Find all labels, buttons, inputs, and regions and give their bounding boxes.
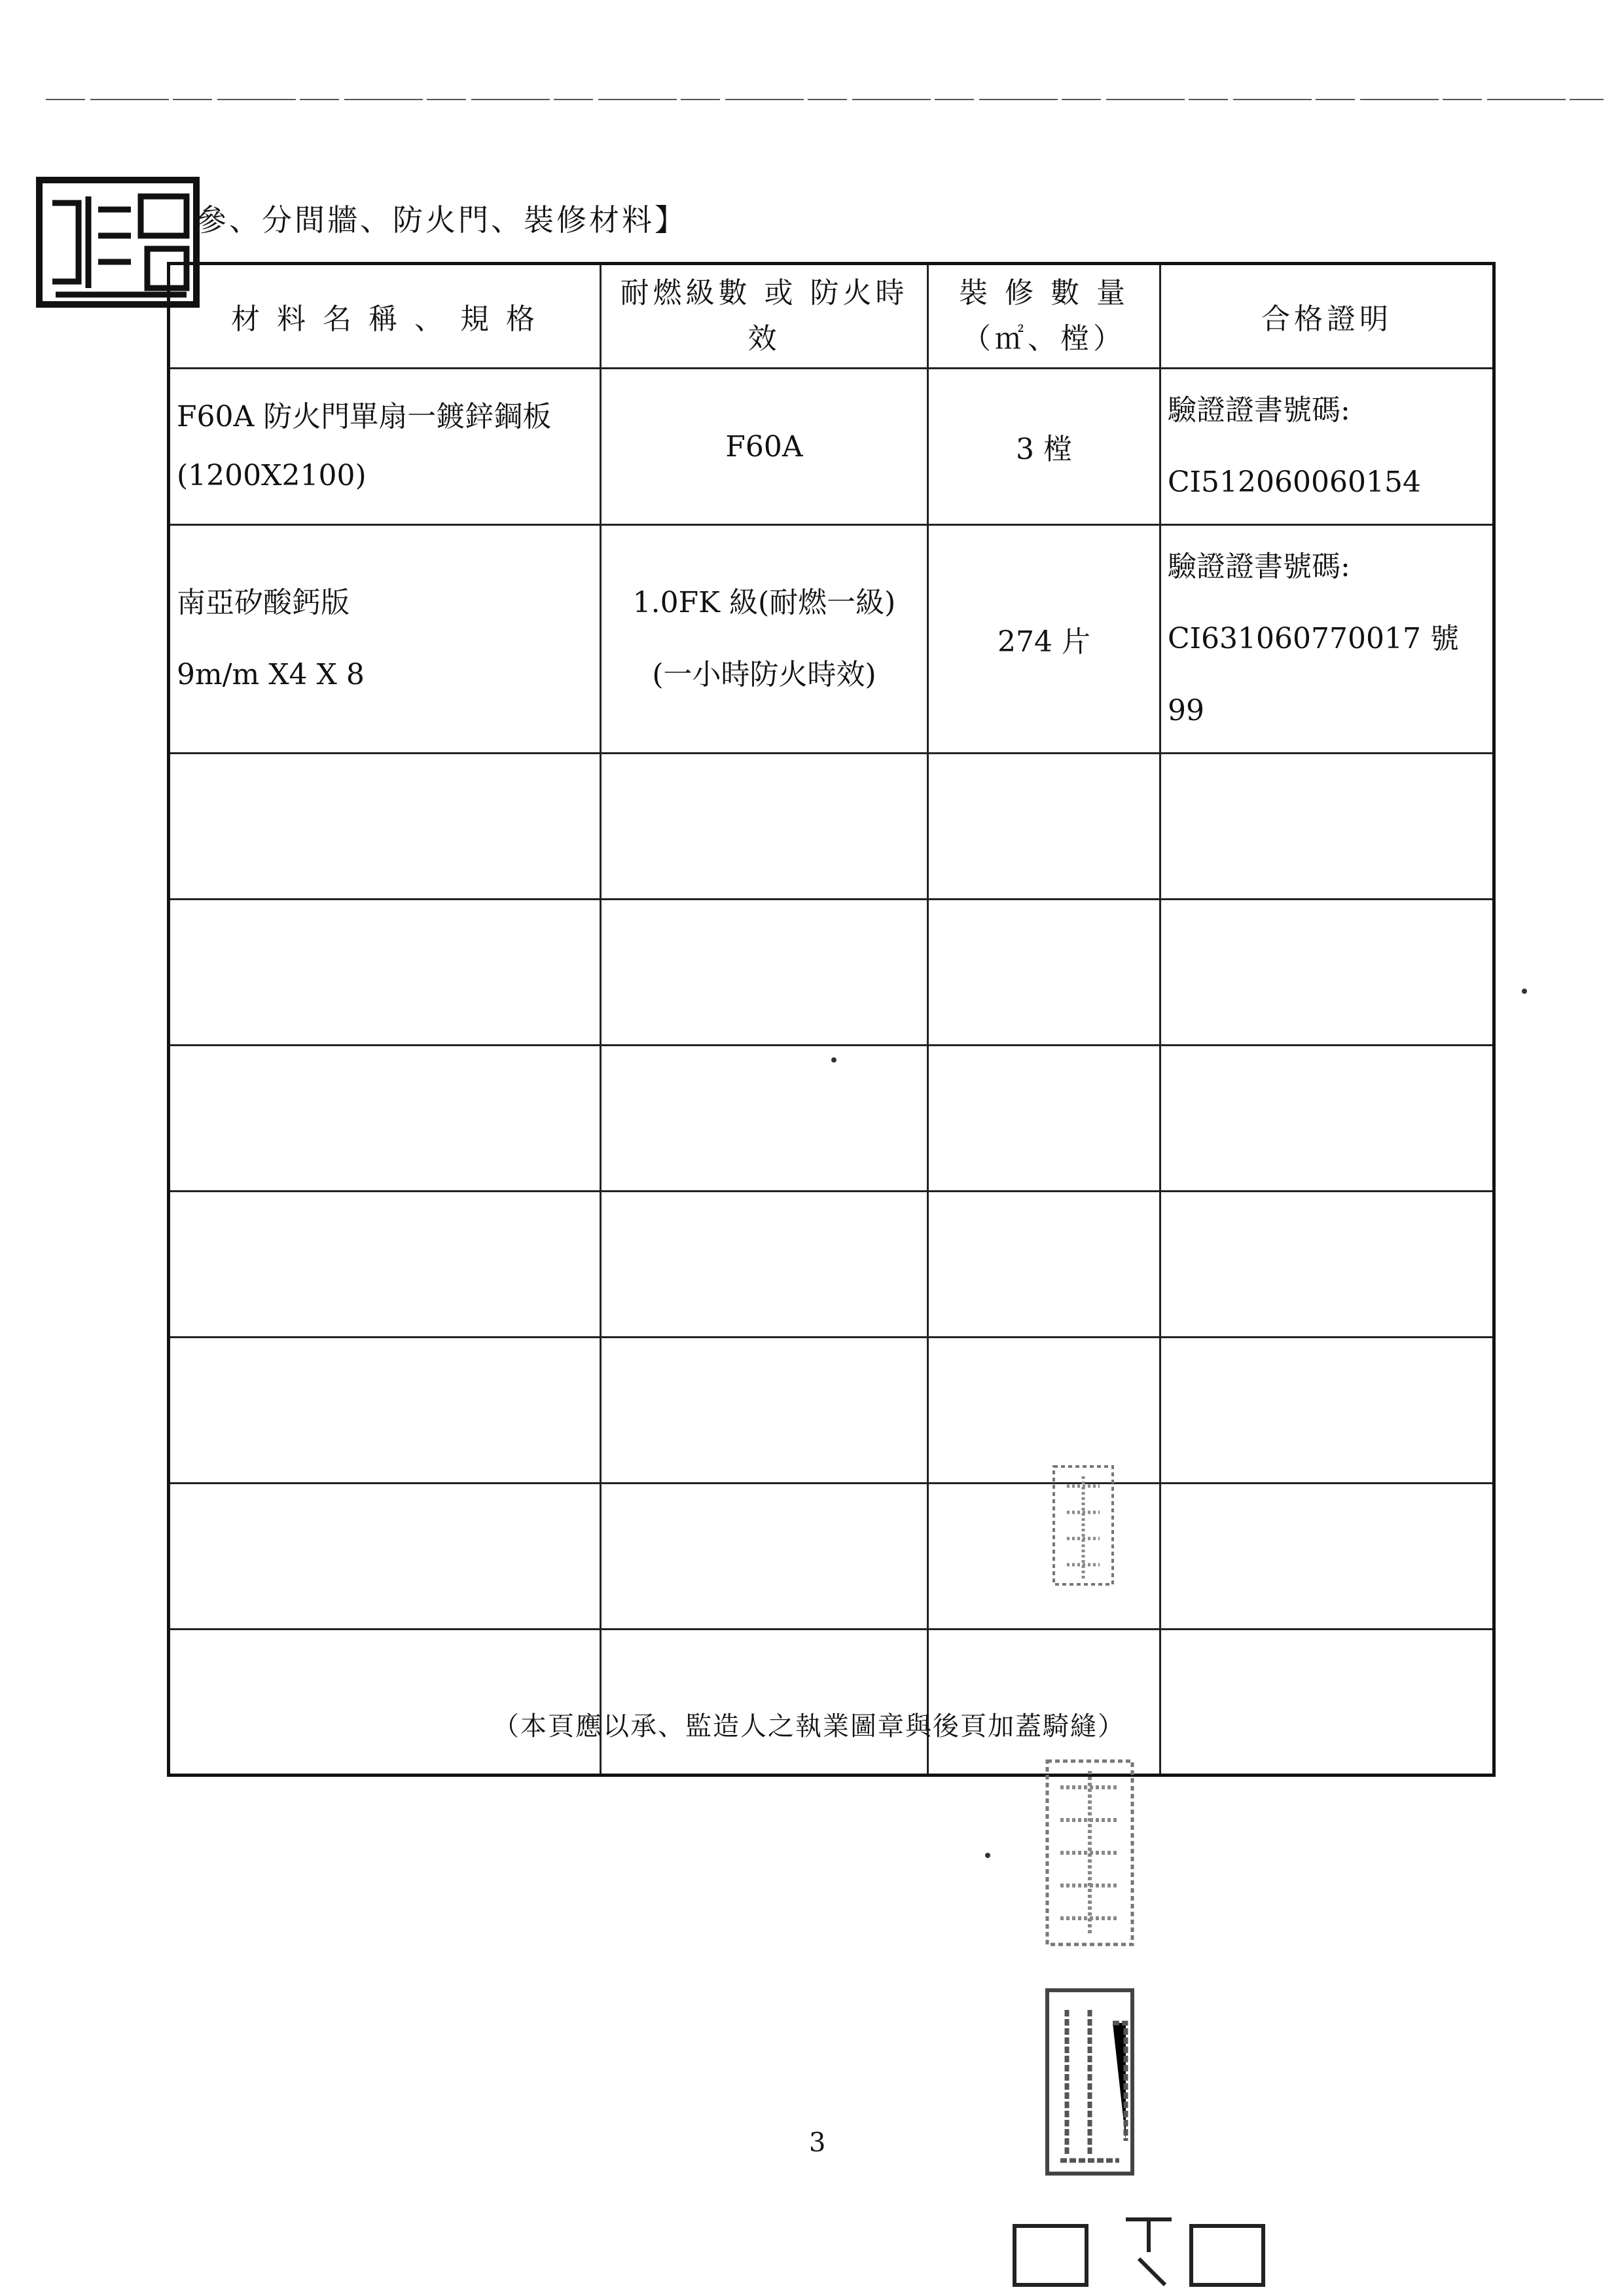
seam-seal-stamp-1 (1047, 1460, 1119, 1591)
cell-quantity: 274 片 (928, 525, 1160, 754)
empty-cell (169, 1484, 601, 1630)
header-material: 材 料 名 稱 、 規 格 (169, 264, 601, 369)
empty-cell (1160, 1630, 1494, 1776)
material-name: 南亞矽酸鈣版 (177, 586, 350, 619)
cell-certificate (1160, 525, 1494, 754)
empty-cell (169, 1630, 601, 1776)
scan-speck (985, 1853, 990, 1858)
cell-certificate (1160, 369, 1494, 525)
scan-speck (1522, 989, 1527, 994)
header-rating (601, 264, 928, 369)
footnote: （本頁應以承、監造人之執業圖章與後頁加蓋騎縫） (493, 1711, 1125, 1741)
empty-cell (169, 754, 601, 900)
cell-rating (601, 525, 928, 754)
header-rating-line1: 耐燃級數 或 防火時 (620, 276, 908, 310)
empty-cell (601, 1046, 928, 1192)
table-row-empty (169, 1046, 1494, 1192)
cell-material (169, 369, 601, 525)
cert-number: CI631060770017 號 99 (1168, 622, 1459, 727)
material-name: F60A 防火門單扇一鍍鋅鋼板 (177, 400, 552, 433)
empty-cell (928, 900, 1160, 1046)
cert-label: 驗證證書號碼: (1168, 393, 1350, 427)
table-row-empty (169, 1484, 1494, 1630)
rating-value: 1.0FK 級(耐燃一級) (632, 586, 896, 619)
table-row-empty (169, 1192, 1494, 1338)
empty-cell (601, 1484, 928, 1630)
empty-cell (1160, 1192, 1494, 1338)
empty-cell (928, 1338, 1160, 1484)
seam-seal-stamp-2 (1041, 1755, 1139, 1951)
table-row-empty (169, 754, 1494, 900)
seam-seal-stamp-3 (1041, 1984, 1139, 2180)
empty-cell (928, 1046, 1160, 1192)
cell-material (169, 525, 601, 754)
cell-quantity: 3 樘 (928, 369, 1160, 525)
empty-cell (601, 1338, 928, 1484)
empty-cell (928, 754, 1160, 900)
seal-stamp-bottom (1008, 2213, 1270, 2291)
empty-cell (1160, 1338, 1494, 1484)
cert-number: CI512060060154 (1168, 465, 1421, 499)
empty-cell (601, 1630, 928, 1776)
table-row-empty (169, 1630, 1494, 1776)
table-row-empty (169, 900, 1494, 1046)
rating-note: (一小時防火時效) (652, 658, 876, 691)
table-header-row (169, 264, 1494, 369)
empty-cell (1160, 1046, 1494, 1192)
section-title: 參、分間牆、防火門、裝修材料】 (196, 202, 687, 238)
empty-cell (928, 1484, 1160, 1630)
empty-cell (601, 754, 928, 900)
header-qty-line1: 裝 修 數 量 (959, 276, 1129, 310)
empty-cell (169, 900, 601, 1046)
empty-cell (601, 1192, 928, 1338)
cell-rating (601, 369, 928, 525)
material-spec: (1200X2100) (177, 459, 367, 492)
material-spec: 9m/m X4 X 8 (177, 658, 365, 691)
header-quantity (928, 264, 1160, 369)
table-row (169, 369, 1494, 525)
materials-table (167, 262, 1496, 1777)
table-row-empty (169, 1338, 1494, 1484)
empty-cell (1160, 900, 1494, 1046)
page-number: 3 (809, 2128, 826, 2158)
empty-cell (601, 900, 928, 1046)
empty-cell (169, 1192, 601, 1338)
header-certificate: 合格證明 (1160, 264, 1494, 369)
empty-cell (169, 1338, 601, 1484)
empty-cell (928, 1192, 1160, 1338)
scan-top-line (46, 98, 1604, 101)
table-row (169, 525, 1494, 754)
header-qty-line2: （㎡、樘） (962, 322, 1126, 355)
scan-speck (831, 1057, 836, 1063)
rating-value: F60A (725, 429, 803, 464)
empty-cell (928, 1630, 1160, 1776)
header-rating-line2: 效 (747, 322, 781, 355)
cert-label: 驗證證書號碼: (1168, 550, 1350, 583)
empty-cell (1160, 754, 1494, 900)
empty-cell (1160, 1484, 1494, 1630)
empty-cell (169, 1046, 601, 1192)
